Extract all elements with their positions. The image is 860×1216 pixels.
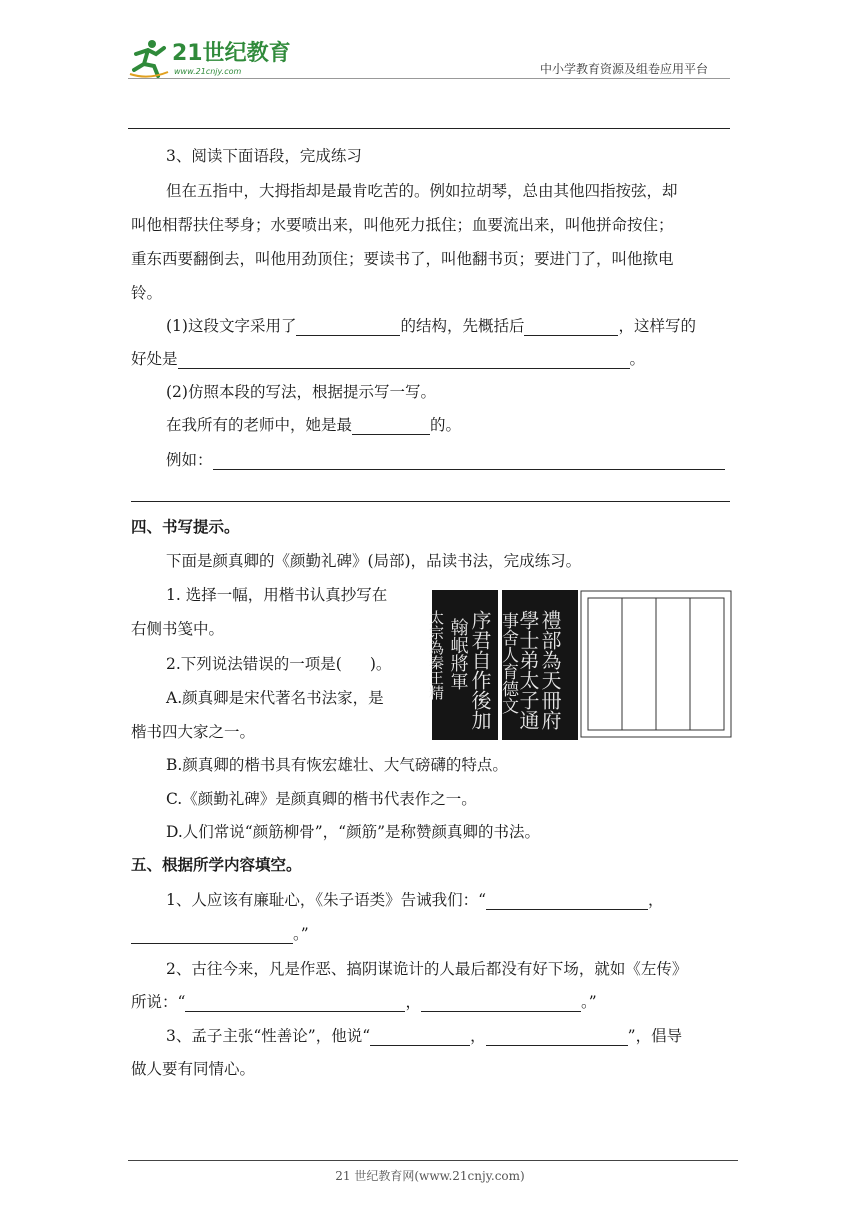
s4-q2-text-a: 2.下列说法错误的一项是( [166, 655, 342, 673]
s4-q1-line-2: 右侧书笺中。 [131, 620, 225, 638]
s4-q2 [166, 654, 391, 674]
s4-q1-line-1: 1. 选择一幅，用楷书认真抄写在 [166, 586, 388, 604]
q3-para-line-3: 重东西要翻倒去，叫他用劲顶住；要读书了，叫他翻书页；要进门了，叫他揿电 [131, 250, 674, 268]
q3-sub2: (2)仿照本段的写法，根据提示写一写。 [166, 383, 436, 401]
answer-blank-benefit[interactable] [178, 352, 630, 369]
s5-q3-line-2: 做人要有同情心。 [131, 1060, 256, 1078]
logo-main-text: 21世纪教育 [172, 41, 291, 66]
s5-q3-line-1 [166, 1026, 682, 1046]
q3-sub1-text-c: ，这样写的 [618, 317, 696, 335]
answer-blank-s5-q3-1[interactable] [370, 1029, 470, 1046]
answer-blank-example[interactable] [213, 453, 725, 470]
section4-intro: 下面是颜真卿的《颜勤礼碑》(局部)，品读书法，完成练习。 [166, 552, 582, 570]
s5-q1-text-c: 。” [293, 925, 309, 943]
platform-name: 中小学教育资源及组卷应用平台 [540, 62, 709, 76]
calligraphy-column-4: 序君自作後加 [468, 610, 492, 730]
s4-option-a-line-2: 楷书四大家之一。 [131, 723, 256, 741]
top-rule [128, 128, 730, 129]
answer-blank-s5-q2-1[interactable] [185, 995, 405, 1012]
answer-line-example-2[interactable] [131, 501, 730, 502]
s5-q3-text-a: 3、孟子主张“性善论”，他说“ [166, 1027, 371, 1045]
q3-para-line-1: 但在五指中，大拇指却是最肯吃苦的。例如拉胡琴，总由其他四指按弦，却 [166, 182, 678, 200]
s5-q1-line-1 [166, 890, 664, 910]
s4-q2-text-b: )。 [369, 655, 392, 673]
section4-heading: 四、书写提示。 [131, 517, 240, 536]
q3-sub1-line-2 [131, 349, 645, 369]
footer-divider [128, 1160, 738, 1161]
logo-sub-text: www.21cnjy.com [174, 67, 242, 76]
q3-title: 3、阅读下面语段，完成练习 [166, 147, 362, 165]
s5-q2-line-2 [131, 992, 597, 1012]
section5-heading: 五、根据所学内容填空。 [131, 855, 302, 874]
s4-option-d: D.人们常说“颜筋柳骨”，“颜筋”是称赞颜真卿的书法。 [166, 823, 540, 841]
answer-blank-most[interactable] [352, 418, 430, 435]
q3-sub1-text-a: (1)这段文字采用了 [166, 317, 297, 335]
answer-blank-after[interactable] [524, 319, 618, 336]
answer-blank-s5-q1-2[interactable] [131, 927, 293, 944]
s4-option-b: B.颜真卿的楷书具有恢宏雄壮、大气磅礴的特点。 [166, 756, 508, 774]
calligraphy-column-6: 太宗為秦王精 [427, 610, 445, 700]
answer-blank-s5-q2-2[interactable] [421, 995, 581, 1012]
s4-option-a-line-1: A.颜真卿是宋代著名书法家，是 [166, 689, 384, 707]
q3-para-line-2: 叫他相帮扶住琴身；水要喷出来，叫他死力抵住；血要流出来，叫他拼命按住； [131, 216, 674, 234]
site-logo [128, 36, 298, 80]
q3-sub2-text-a: 在我所有的老师中，她是最 [166, 416, 353, 434]
answer-blank-s5-q3-2[interactable] [486, 1029, 628, 1046]
s4-option-c: C.《颜勤礼碑》是颜真卿的楷书代表作之一。 [166, 790, 477, 808]
calligraphy-column-2: 學士弟太子通 [516, 610, 540, 730]
q3-para-line-4: 铃。 [131, 284, 163, 302]
q3-sub1-text-b: 的结构，先概括后 [400, 317, 525, 335]
s5-q2-text-d: 。” [580, 993, 597, 1011]
q3-sub2-text-b: 的。 [430, 416, 462, 434]
s5-q1-line-2 [131, 924, 309, 944]
answer-blank-s5-q1-1[interactable] [486, 893, 648, 910]
q3-sub2-prompt [166, 415, 461, 435]
calligraphy-rubbing-image [427, 590, 578, 740]
s5-q1-text-b: ， [648, 891, 664, 909]
s5-q2-text-c: ， [405, 993, 421, 1011]
footer-text: 21 世纪教育网(www.21cnjy.com) [335, 1169, 525, 1183]
s5-q2-text-b: 所说：“ [131, 993, 186, 1011]
writing-paper[interactable] [580, 590, 732, 738]
s5-q1-text-a: 1、人应该有廉耻心，《朱子语类》告诫我们：“ [166, 891, 487, 909]
s5-q3-text-c: ”，倡导 [627, 1027, 683, 1045]
answer-blank-structure[interactable] [296, 319, 400, 336]
calligraphy-column-5: 翰岷將軍 [447, 618, 469, 690]
q3-sub1-text-e: 。 [629, 350, 646, 368]
header-divider [128, 78, 730, 79]
calligraphy-column-1: 禮部為天冊府 [538, 610, 562, 730]
s5-q2-line-1: 2、古往今来，凡是作恶、搞阴谋诡计的人最后都没有好下场，就如《左传》 [166, 960, 688, 978]
s5-q3-text-b: ， [470, 1027, 486, 1045]
q3-example-label: 例如： [166, 451, 213, 469]
calligraphy-column-3: 事舍人育德文 [498, 612, 518, 714]
q3-example-line [166, 450, 725, 470]
runner-icon [130, 40, 168, 77]
q3-sub1-text-d: 好处是 [131, 350, 178, 368]
q3-sub1-line [166, 316, 696, 336]
